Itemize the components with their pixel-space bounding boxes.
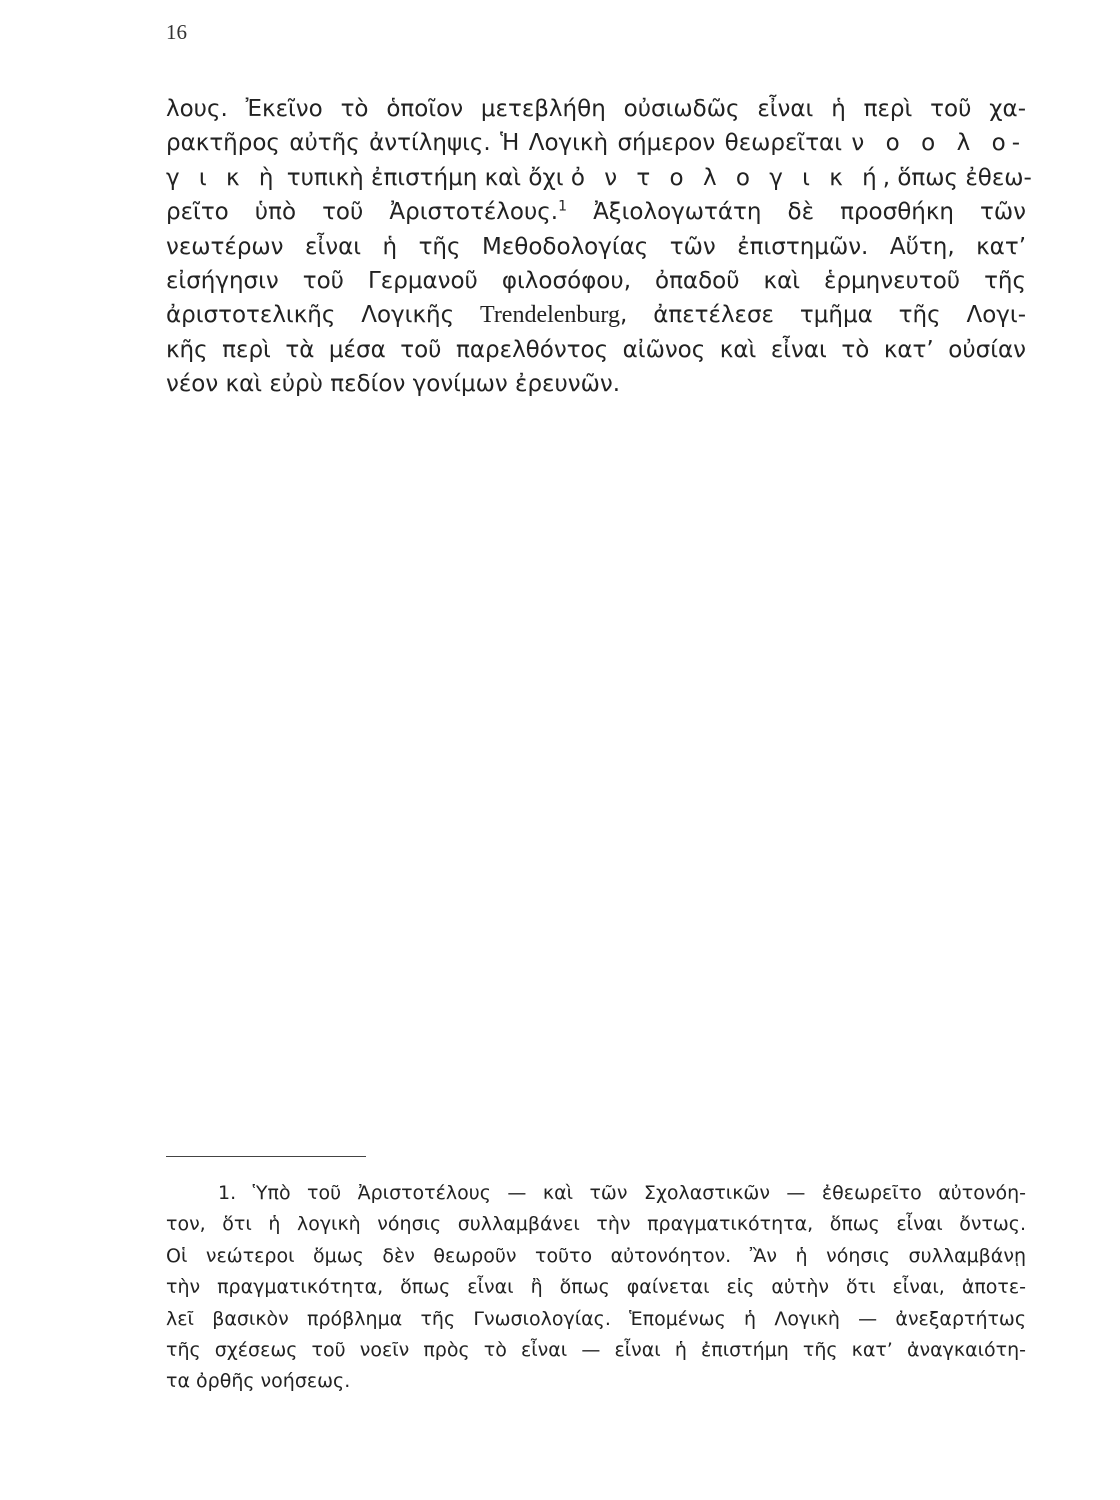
text-line: εἰσήγησιν τοῦ Γερμανοῦ φιλοσόφου, ὀπαδοῦ καὶ ἑρμηνευτοῦ τῆς — [166, 268, 1026, 295]
emphasis-noologiki-end: γ ι κ ὴ — [166, 164, 280, 191]
footnote-reference[interactable]: 1 — [558, 198, 567, 215]
text-line — [166, 126, 1026, 160]
text-fragment: τυπικὴ ἐπιστήμη καὶ ὄχι — [279, 164, 571, 191]
footnote-line: τῆς σχέσεως τοῦ νοεῖν πρὸς τὸ εἶναι — εἶναι ἡ ἐπιστήμη τῆς κατ’ ἀναγκαιότη- — [166, 1339, 1026, 1362]
text-line — [166, 161, 1032, 195]
footnote-1 — [166, 1178, 1026, 1398]
text-line: νέον καὶ εὐρὺ πεδίον γονίμων ἐρευνῶν. — [166, 371, 621, 398]
footnote-line: λεῖ βασικὸν πρόβλημα τῆς Γνωσιολογίας. Ἑπομένως ἡ Λογικὴ — ἀνεξαρτήτως — [166, 1307, 1026, 1330]
footnote-text: Ὑπὸ τοῦ Ἀριστοτέλους — καὶ τῶν Σχολαστικῶν — ἐθεωρεῖτο αὐτονόη- — [252, 1182, 1026, 1204]
text-line — [166, 195, 1026, 229]
text-line — [166, 298, 1026, 332]
page-number: 16 — [166, 20, 187, 44]
footnote-number: 1. — [218, 1182, 237, 1204]
footnote-divider — [166, 1156, 366, 1157]
main-paragraph — [166, 92, 1032, 402]
text-fragment: , ὅπως ἐθεω- — [882, 164, 1032, 191]
text-line: νεωτέρων εἶναι ἡ τῆς Μεθοδολογίας τῶν ἐπιστημῶν. Αὕτη, κατ’ — [166, 233, 1026, 260]
text-line: λους. Ἐκεῖνο τὸ ὁποῖον μετεβλήθη οὐσιωδῶς εἶναι ἡ περὶ τοῦ χα- — [166, 96, 1026, 122]
emphasis-noologiki: ν ο ο λ ο- — [851, 130, 1027, 157]
text-fragment: , ἀπετέλεσε τμῆμα τῆς Λογι- — [620, 302, 1026, 329]
text-fragment: Ἀξιολογωτάτη δὲ προσθήκη τῶν — [567, 199, 1026, 226]
footnote-line: τον, ὅτι ἡ λογικὴ νόησις συλλαμβάνει τὴν πραγματικότητα, ὅπως εἶναι ὄντως. — [166, 1213, 1026, 1236]
emphasis-ontologiki: ὀ ν τ ο λ ο γ ι κ ή — [570, 164, 883, 191]
text-fragment: ρεῖτο ὑπὸ τοῦ Ἀριστοτέλους. — [166, 199, 559, 226]
footnote-line — [166, 1178, 1026, 1209]
footnote-line: τὴν πραγματικότητα, ὅπως εἶναι ἢ ὅπως φαίνεται εἰς αὐτὴν ὅτι εἶναι, ἀποτε- — [166, 1276, 1026, 1299]
text-fragment: ἀριστοτελικῆς Λογικῆς — [166, 302, 480, 329]
footnote-line: τα ὀρθῆς νοήσεως. — [166, 1370, 351, 1393]
text-line: κῆς περὶ τὰ μέσα τοῦ παρελθόντος αἰῶνος καὶ εἶναι τὸ κατ’ οὐσίαν — [166, 336, 1026, 363]
name-trendelenburg: Trendelenburg — [480, 302, 620, 329]
footnote-line: Οἱ νεώτεροι ὅμως δὲν θεωροῦν τοῦτο αὐτονόητον. Ἂν ἡ νόησις συλλαμβάνῃ — [166, 1244, 1026, 1267]
text-fragment: ρακτῆρος αὐτῆς ἀντίληψις. Ἡ Λογικὴ σήμερον θεωρεῖται — [166, 130, 852, 157]
